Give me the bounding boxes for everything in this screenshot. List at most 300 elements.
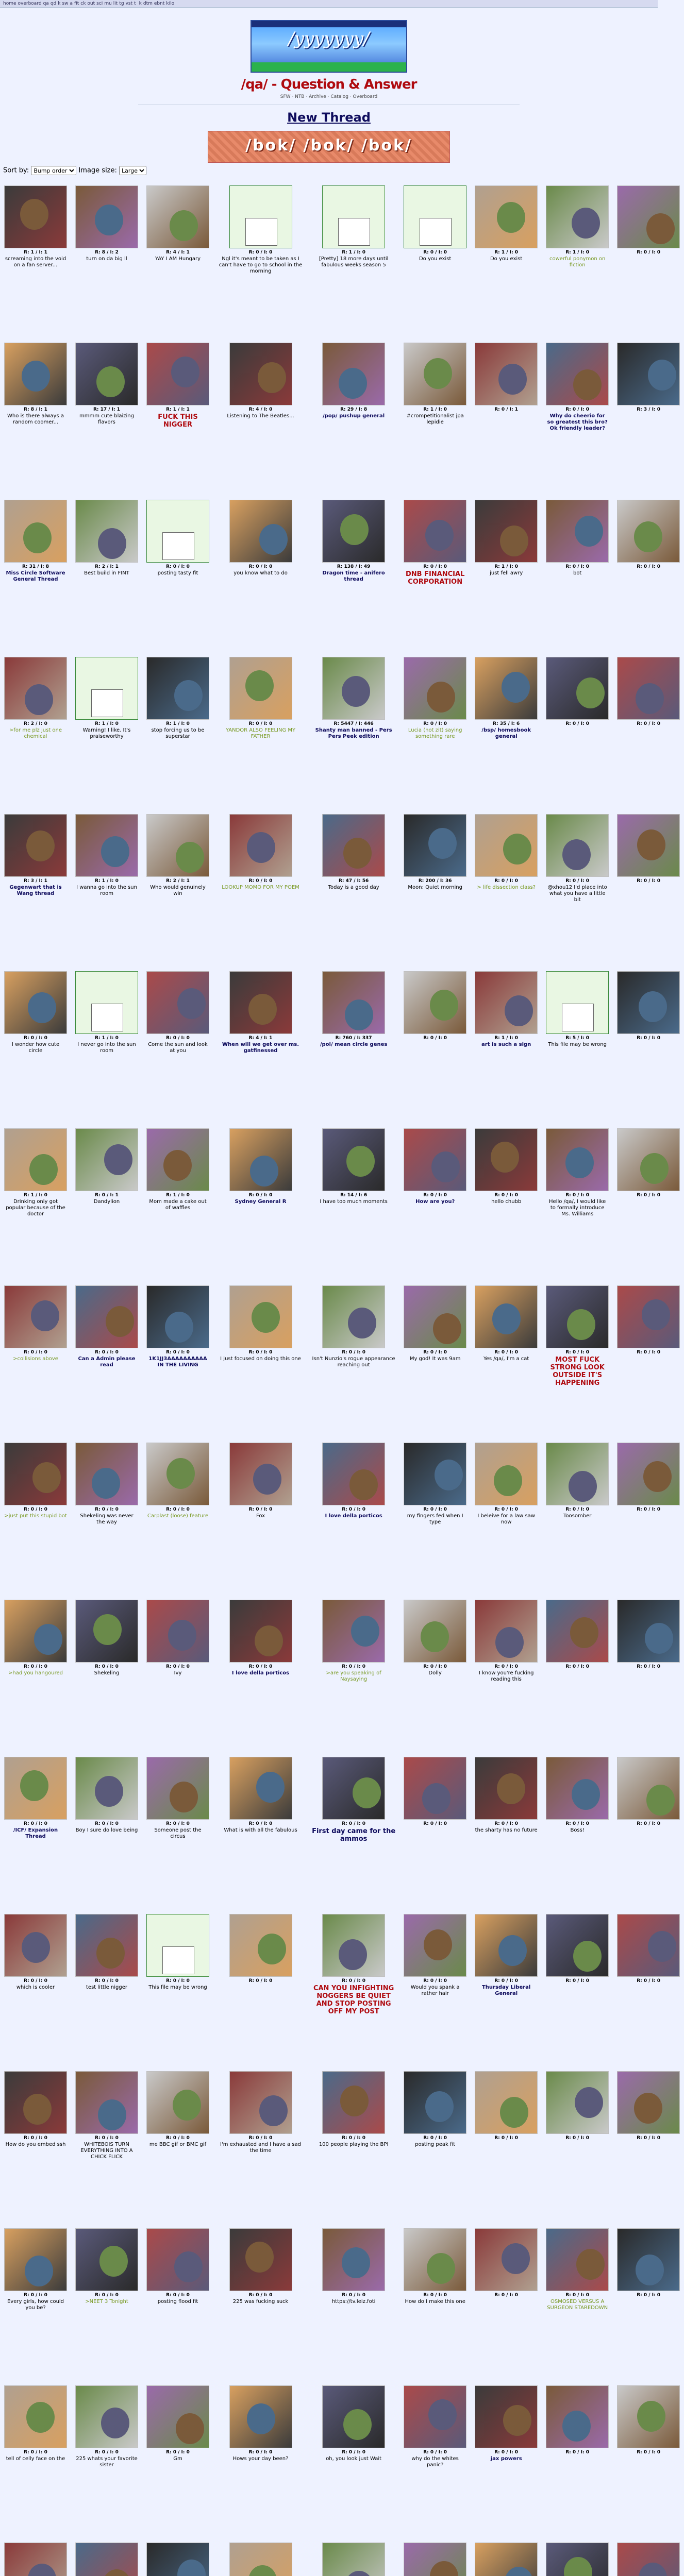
thread-thumbnail[interactable] — [546, 2071, 609, 2134]
thread-thumbnail[interactable] — [322, 814, 385, 877]
thread-card[interactable] — [213, 1128, 308, 1285]
thread-card[interactable] — [471, 185, 542, 343]
thread-thumbnail[interactable] — [546, 2543, 609, 2576]
thread-card[interactable] — [213, 2228, 308, 2385]
thread-card[interactable] — [142, 2228, 213, 2385]
thread-card[interactable] — [399, 657, 471, 814]
thread-thumbnail[interactable] — [617, 1914, 680, 1977]
thread-card[interactable] — [308, 2228, 399, 2385]
thread-thumbnail[interactable] — [229, 343, 292, 405]
thread-thumbnail[interactable] — [146, 1757, 209, 1820]
thread-thumbnail[interactable] — [75, 2071, 138, 2134]
thread-thumbnail[interactable] — [546, 1128, 609, 1191]
thread-thumbnail[interactable] — [4, 500, 67, 563]
thread-card[interactable] — [613, 1285, 684, 1443]
thread-thumbnail[interactable] — [229, 2071, 292, 2134]
thread-thumbnail[interactable] — [146, 657, 209, 720]
thread-thumbnail[interactable] — [4, 343, 67, 405]
thread-thumbnail[interactable] — [404, 2071, 466, 2134]
thread-card[interactable] — [0, 1757, 71, 1914]
thread-thumbnail[interactable] — [404, 2385, 466, 2448]
thread-card[interactable] — [142, 343, 213, 500]
nav-link[interactable]: k — [58, 1, 61, 6]
spoiler-warning-thumbnail[interactable] — [546, 971, 609, 1034]
thread-thumbnail[interactable] — [322, 971, 385, 1034]
thread-thumbnail[interactable] — [475, 2228, 538, 2291]
thread-thumbnail[interactable] — [146, 1443, 209, 1505]
nav-link[interactable]: ck — [80, 1, 86, 6]
spoiler-warning-thumbnail[interactable] — [146, 1914, 209, 1977]
thread-thumbnail[interactable] — [404, 2543, 466, 2576]
thread-thumbnail[interactable] — [229, 814, 292, 877]
thread-thumbnail[interactable] — [75, 1914, 138, 1977]
thread-card[interactable] — [471, 1600, 542, 1757]
thread-thumbnail[interactable] — [475, 1285, 538, 1348]
thread-thumbnail[interactable] — [546, 500, 609, 563]
thread-card[interactable] — [613, 2543, 684, 2576]
thread-card[interactable] — [0, 1128, 71, 1285]
thread-card[interactable] — [142, 2543, 213, 2576]
thread-thumbnail[interactable] — [75, 2228, 138, 2291]
thread-thumbnail[interactable] — [75, 1285, 138, 1348]
nav-link[interactable]: sci — [96, 1, 103, 6]
nav-link[interactable]: tg — [119, 1, 124, 6]
thread-card[interactable] — [71, 1914, 142, 2071]
thread-card[interactable] — [308, 1757, 399, 1914]
thread-thumbnail[interactable] — [404, 1600, 466, 1663]
thread-thumbnail[interactable] — [322, 657, 385, 720]
thread-card[interactable] — [308, 1914, 399, 2071]
sort-select[interactable] — [31, 166, 76, 175]
thread-card[interactable] — [471, 1914, 542, 2071]
thread-thumbnail[interactable] — [475, 500, 538, 563]
thread-thumbnail[interactable] — [146, 185, 209, 248]
thread-card[interactable] — [542, 1914, 613, 2071]
thread-card[interactable] — [542, 1128, 613, 1285]
nav-link[interactable]: kilo — [166, 1, 175, 6]
thread-card[interactable] — [213, 1757, 308, 1914]
thread-card[interactable] — [71, 2543, 142, 2576]
thread-thumbnail[interactable] — [404, 1443, 466, 1505]
thread-thumbnail[interactable] — [75, 2543, 138, 2576]
thread-thumbnail[interactable] — [322, 2385, 385, 2448]
thread-thumbnail[interactable] — [322, 2071, 385, 2134]
thread-card[interactable] — [213, 1285, 308, 1443]
thread-thumbnail[interactable] — [617, 1757, 680, 1820]
thread-card[interactable] — [142, 971, 213, 1128]
thread-thumbnail[interactable] — [475, 971, 538, 1034]
spoiler-warning-thumbnail[interactable] — [146, 500, 209, 563]
thread-card[interactable] — [399, 2228, 471, 2385]
thread-card[interactable] — [0, 2228, 71, 2385]
thread-card[interactable] — [213, 1914, 308, 2071]
thread-thumbnail[interactable] — [404, 971, 466, 1034]
thread-card[interactable] — [142, 1757, 213, 1914]
thread-thumbnail[interactable] — [75, 1600, 138, 1663]
thread-thumbnail[interactable] — [4, 814, 67, 877]
thread-thumbnail[interactable] — [546, 2385, 609, 2448]
thread-card[interactable] — [613, 500, 684, 657]
thread-thumbnail[interactable] — [75, 2385, 138, 2448]
thread-card[interactable] — [0, 2543, 71, 2576]
thread-thumbnail[interactable] — [229, 1443, 292, 1505]
thread-card[interactable] — [71, 2071, 142, 2228]
thread-card[interactable] — [542, 971, 613, 1128]
thread-card[interactable] — [213, 185, 308, 343]
spoiler-warning-thumbnail[interactable] — [75, 657, 138, 720]
thread-thumbnail[interactable] — [617, 1128, 680, 1191]
thread-card[interactable] — [142, 2071, 213, 2228]
thread-thumbnail[interactable] — [617, 814, 680, 877]
thread-thumbnail[interactable] — [4, 1757, 67, 1820]
thread-card[interactable] — [308, 185, 399, 343]
thread-thumbnail[interactable] — [229, 1285, 292, 1348]
spoiler-warning-thumbnail[interactable] — [229, 185, 292, 248]
thread-card[interactable] — [613, 1600, 684, 1757]
thread-card[interactable] — [471, 971, 542, 1128]
spoiler-warning-thumbnail[interactable] — [322, 185, 385, 248]
thread-card[interactable] — [71, 657, 142, 814]
nav-link[interactable]: fit — [74, 1, 79, 6]
thread-thumbnail[interactable] — [546, 814, 609, 877]
thread-thumbnail[interactable] — [617, 1285, 680, 1348]
thread-card[interactable] — [308, 1600, 399, 1757]
thread-thumbnail[interactable] — [229, 1600, 292, 1663]
thread-card[interactable] — [0, 971, 71, 1128]
thread-card[interactable] — [308, 2071, 399, 2228]
thread-card[interactable] — [213, 2543, 308, 2576]
thread-thumbnail[interactable] — [617, 1443, 680, 1505]
thread-card[interactable] — [142, 2385, 213, 2543]
thread-thumbnail[interactable] — [146, 1600, 209, 1663]
thread-thumbnail[interactable] — [229, 1914, 292, 1977]
thread-thumbnail[interactable] — [617, 2228, 680, 2291]
thread-card[interactable] — [542, 500, 613, 657]
thread-thumbnail[interactable] — [475, 657, 538, 720]
thread-card[interactable] — [542, 343, 613, 500]
thread-card[interactable] — [471, 2071, 542, 2228]
thread-card[interactable] — [308, 657, 399, 814]
thread-card[interactable] — [399, 1285, 471, 1443]
thread-thumbnail[interactable] — [322, 343, 385, 405]
thread-card[interactable] — [471, 2228, 542, 2385]
thread-card[interactable] — [0, 1285, 71, 1443]
thread-card[interactable] — [542, 185, 613, 343]
thread-thumbnail[interactable] — [229, 971, 292, 1034]
thread-card[interactable] — [542, 2543, 613, 2576]
thread-card[interactable] — [542, 2385, 613, 2543]
thread-card[interactable] — [71, 185, 142, 343]
thread-thumbnail[interactable] — [4, 657, 67, 720]
thread-card[interactable] — [399, 1914, 471, 2071]
thread-thumbnail[interactable] — [146, 971, 209, 1034]
thread-card[interactable] — [142, 1128, 213, 1285]
thread-card[interactable] — [613, 343, 684, 500]
thread-thumbnail[interactable] — [75, 500, 138, 563]
thread-thumbnail[interactable] — [404, 1914, 466, 1977]
thread-thumbnail[interactable] — [617, 343, 680, 405]
thread-card[interactable] — [542, 1443, 613, 1600]
thread-thumbnail[interactable] — [146, 2228, 209, 2291]
thread-thumbnail[interactable] — [546, 657, 609, 720]
thread-thumbnail[interactable] — [404, 1757, 466, 1820]
thread-thumbnail[interactable] — [229, 2228, 292, 2291]
thread-card[interactable] — [213, 814, 308, 971]
thread-thumbnail[interactable] — [404, 1285, 466, 1348]
thread-thumbnail[interactable] — [75, 343, 138, 405]
thread-card[interactable] — [613, 1757, 684, 1914]
thread-card[interactable] — [308, 343, 399, 500]
thread-thumbnail[interactable] — [75, 185, 138, 248]
thread-card[interactable] — [142, 1443, 213, 1600]
thread-card[interactable] — [213, 343, 308, 500]
thread-card[interactable] — [471, 1128, 542, 1285]
thread-thumbnail[interactable] — [546, 1914, 609, 1977]
nav-link[interactable]: a — [70, 1, 73, 6]
thread-card[interactable] — [0, 1600, 71, 1757]
thread-thumbnail[interactable] — [475, 814, 538, 877]
nav-link[interactable]: t — [134, 1, 136, 6]
thread-card[interactable] — [0, 814, 71, 971]
thread-thumbnail[interactable] — [546, 2228, 609, 2291]
thread-thumbnail[interactable] — [617, 971, 680, 1034]
thread-thumbnail[interactable] — [617, 657, 680, 720]
thread-card[interactable] — [308, 2385, 399, 2543]
thread-thumbnail[interactable] — [475, 1757, 538, 1820]
thread-thumbnail[interactable] — [4, 2543, 67, 2576]
thread-card[interactable] — [71, 500, 142, 657]
thread-thumbnail[interactable] — [4, 1914, 67, 1977]
thread-card[interactable] — [308, 2543, 399, 2576]
thread-thumbnail[interactable] — [475, 2385, 538, 2448]
thread-thumbnail[interactable] — [229, 1128, 292, 1191]
thread-thumbnail[interactable] — [475, 2543, 538, 2576]
thread-thumbnail[interactable] — [404, 1128, 466, 1191]
thread-thumbnail[interactable] — [475, 1600, 538, 1663]
thread-thumbnail[interactable] — [322, 2228, 385, 2291]
thread-card[interactable] — [71, 1128, 142, 1285]
thread-thumbnail[interactable] — [322, 1128, 385, 1191]
nav-link[interactable]: vst — [125, 1, 133, 6]
thread-card[interactable] — [613, 2385, 684, 2543]
thread-card[interactable] — [308, 814, 399, 971]
thread-thumbnail[interactable] — [4, 1285, 67, 1348]
thread-thumbnail[interactable] — [546, 1285, 609, 1348]
thread-card[interactable] — [542, 1600, 613, 1757]
nav-link[interactable]: mu — [104, 1, 112, 6]
thread-card[interactable] — [142, 814, 213, 971]
thread-card[interactable] — [0, 343, 71, 500]
thread-card[interactable] — [542, 1285, 613, 1443]
thread-card[interactable] — [0, 185, 71, 343]
thread-thumbnail[interactable] — [404, 814, 466, 877]
thread-thumbnail[interactable] — [146, 2543, 209, 2576]
thread-card[interactable] — [308, 500, 399, 657]
thread-thumbnail[interactable] — [617, 1600, 680, 1663]
thread-thumbnail[interactable] — [146, 2385, 209, 2448]
thread-card[interactable] — [399, 1443, 471, 1600]
nav-link[interactable]: qd — [50, 1, 57, 6]
thread-card[interactable] — [71, 1443, 142, 1600]
thread-card[interactable] — [71, 1757, 142, 1914]
thread-thumbnail[interactable] — [322, 1600, 385, 1663]
thread-card[interactable] — [213, 657, 308, 814]
thread-card[interactable] — [0, 1443, 71, 1600]
thread-thumbnail[interactable] — [404, 657, 466, 720]
thread-card[interactable] — [399, 500, 471, 657]
thread-thumbnail[interactable] — [322, 1757, 385, 1820]
nav-link[interactable]: dtm — [143, 1, 153, 6]
thread-card[interactable] — [613, 185, 684, 343]
thread-card[interactable] — [471, 814, 542, 971]
thread-thumbnail[interactable] — [4, 1128, 67, 1191]
thread-thumbnail[interactable] — [475, 2071, 538, 2134]
thread-thumbnail[interactable] — [404, 2228, 466, 2291]
thread-card[interactable] — [471, 657, 542, 814]
thread-card[interactable] — [142, 1914, 213, 2071]
thread-thumbnail[interactable] — [229, 500, 292, 563]
thread-thumbnail[interactable] — [475, 1914, 538, 1977]
thread-card[interactable] — [471, 2385, 542, 2543]
thread-thumbnail[interactable] — [546, 343, 609, 405]
thread-card[interactable] — [399, 971, 471, 1128]
thread-thumbnail[interactable] — [617, 2543, 680, 2576]
thread-thumbnail[interactable] — [75, 1757, 138, 1820]
nav-link[interactable]: sw — [62, 1, 69, 6]
thread-card[interactable] — [613, 2071, 684, 2228]
thread-card[interactable] — [471, 1285, 542, 1443]
board-banner[interactable] — [251, 20, 407, 73]
thread-card[interactable] — [213, 2071, 308, 2228]
image-size-select[interactable] — [119, 166, 146, 175]
thread-thumbnail[interactable] — [475, 343, 538, 405]
thread-card[interactable] — [399, 814, 471, 971]
thread-thumbnail[interactable] — [404, 500, 466, 563]
nav-link[interactable]: ebnt — [154, 1, 165, 6]
thread-card[interactable] — [613, 1914, 684, 2071]
thread-thumbnail[interactable] — [546, 1443, 609, 1505]
thread-card[interactable] — [613, 814, 684, 971]
thread-thumbnail[interactable] — [404, 343, 466, 405]
thread-thumbnail[interactable] — [4, 1443, 67, 1505]
thread-card[interactable] — [308, 1443, 399, 1600]
thread-thumbnail[interactable] — [617, 185, 680, 248]
thread-card[interactable] — [213, 1600, 308, 1757]
thread-card[interactable] — [142, 500, 213, 657]
thread-card[interactable] — [0, 657, 71, 814]
thread-thumbnail[interactable] — [475, 185, 538, 248]
thread-card[interactable] — [399, 343, 471, 500]
thread-card[interactable] — [142, 657, 213, 814]
thread-card[interactable] — [613, 1443, 684, 1600]
thread-card[interactable] — [471, 500, 542, 657]
thread-card[interactable] — [613, 2228, 684, 2385]
spoiler-warning-thumbnail[interactable] — [75, 971, 138, 1034]
thread-card[interactable] — [399, 2071, 471, 2228]
thread-thumbnail[interactable] — [146, 1128, 209, 1191]
thread-card[interactable] — [71, 814, 142, 971]
thread-card[interactable] — [399, 1128, 471, 1285]
thread-card[interactable] — [542, 2228, 613, 2385]
thread-card[interactable] — [0, 1914, 71, 2071]
thread-thumbnail[interactable] — [229, 1757, 292, 1820]
thread-card[interactable] — [308, 1285, 399, 1443]
thread-card[interactable] — [71, 1285, 142, 1443]
thread-card[interactable] — [71, 2385, 142, 2543]
thread-card[interactable] — [213, 1443, 308, 1600]
thread-card[interactable] — [71, 1600, 142, 1757]
thread-thumbnail[interactable] — [546, 185, 609, 248]
thread-thumbnail[interactable] — [617, 500, 680, 563]
thread-thumbnail[interactable] — [617, 2071, 680, 2134]
thread-card[interactable] — [613, 657, 684, 814]
spoiler-warning-thumbnail[interactable] — [404, 185, 466, 248]
thread-card[interactable] — [71, 343, 142, 500]
thread-thumbnail[interactable] — [322, 500, 385, 563]
thread-card[interactable] — [471, 2543, 542, 2576]
thread-card[interactable] — [0, 2385, 71, 2543]
thread-card[interactable] — [542, 657, 613, 814]
nav-link[interactable]: lit — [113, 1, 118, 6]
thread-thumbnail[interactable] — [322, 1914, 385, 1977]
thread-thumbnail[interactable] — [75, 1443, 138, 1505]
thread-thumbnail[interactable] — [4, 185, 67, 248]
thread-thumbnail[interactable] — [4, 2228, 67, 2291]
thread-card[interactable] — [399, 2543, 471, 2576]
thread-thumbnail[interactable] — [146, 2071, 209, 2134]
thread-thumbnail[interactable] — [75, 1128, 138, 1191]
promo-banner[interactable] — [208, 131, 450, 163]
thread-card[interactable] — [399, 1757, 471, 1914]
thread-card[interactable] — [0, 500, 71, 657]
thread-card[interactable] — [542, 1757, 613, 1914]
new-thread-link[interactable]: New Thread — [287, 110, 371, 125]
thread-card[interactable] — [542, 2071, 613, 2228]
thread-thumbnail[interactable] — [146, 1285, 209, 1348]
thread-card[interactable] — [71, 2228, 142, 2385]
thread-thumbnail[interactable] — [546, 1600, 609, 1663]
thread-card[interactable] — [399, 185, 471, 343]
thread-card[interactable] — [613, 971, 684, 1128]
thread-card[interactable] — [308, 971, 399, 1128]
thread-card[interactable] — [142, 1285, 213, 1443]
thread-thumbnail[interactable] — [4, 971, 67, 1034]
thread-card[interactable] — [471, 1443, 542, 1600]
thread-card[interactable] — [308, 1128, 399, 1285]
thread-thumbnail[interactable] — [322, 2543, 385, 2576]
thread-card[interactable] — [471, 1757, 542, 1914]
nav-link[interactable]: home — [3, 1, 16, 6]
thread-thumbnail[interactable] — [322, 1443, 385, 1505]
thread-thumbnail[interactable] — [4, 2071, 67, 2134]
thread-card[interactable] — [399, 1600, 471, 1757]
nav-link[interactable]: qa — [43, 1, 49, 6]
nav-link[interactable]: out — [87, 1, 95, 6]
thread-card[interactable] — [213, 500, 308, 657]
thread-thumbnail[interactable] — [4, 1600, 67, 1663]
thread-card[interactable] — [71, 971, 142, 1128]
thread-thumbnail[interactable] — [475, 1128, 538, 1191]
thread-thumbnail[interactable] — [146, 814, 209, 877]
thread-card[interactable] — [213, 2385, 308, 2543]
thread-card[interactable] — [213, 971, 308, 1128]
thread-thumbnail[interactable] — [475, 1443, 538, 1505]
thread-card[interactable] — [142, 185, 213, 343]
thread-thumbnail[interactable] — [229, 2385, 292, 2448]
thread-card[interactable] — [542, 814, 613, 971]
thread-card[interactable] — [142, 1600, 213, 1757]
thread-thumbnail[interactable] — [75, 814, 138, 877]
